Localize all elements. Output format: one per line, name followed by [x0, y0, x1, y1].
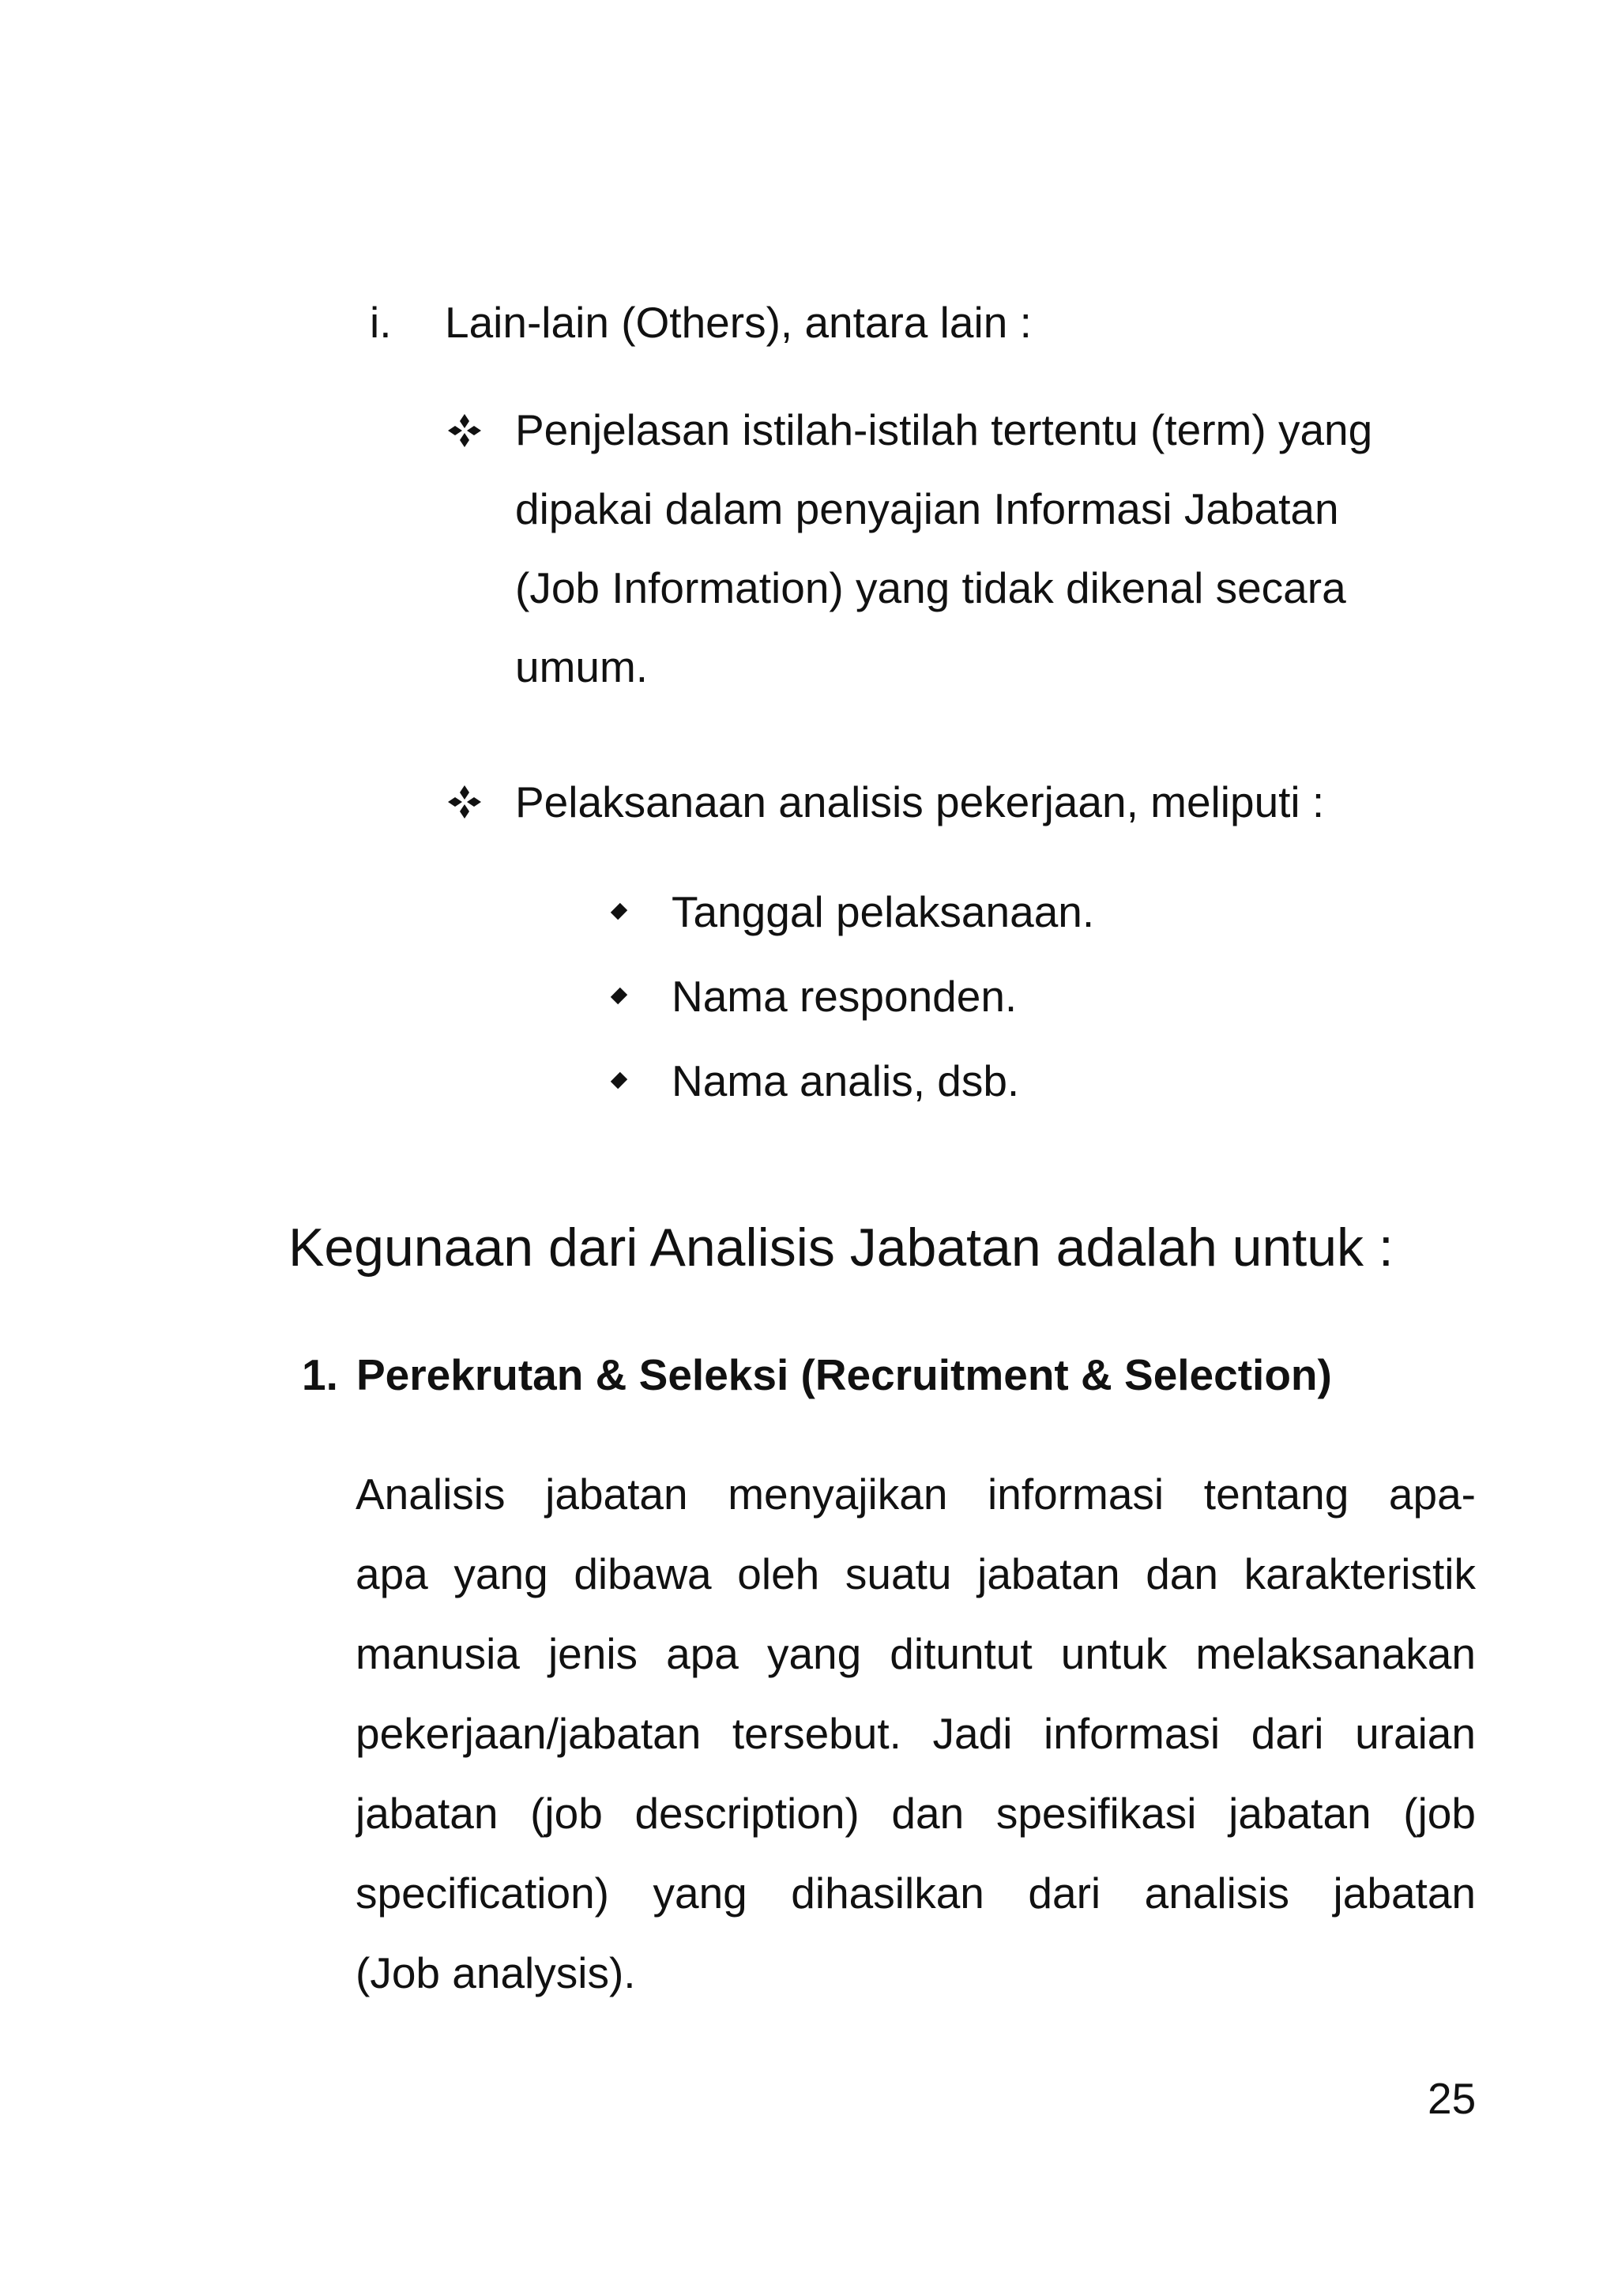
bullet-text-job-analysis-execution: Pelaksanaan analisis pekerjaan, meliputi : — [515, 777, 1325, 826]
heading-title: Perekrutan & Seleksi (Recruitment & Selection) — [356, 1350, 1332, 1399]
paragraph-line: jabatan (job description) dan spesifikasi jabatan (job — [356, 1789, 1476, 1838]
paragraph-line: apa yang dibawa oleh suatu jabatan dan karakteristik — [356, 1549, 1476, 1598]
paragraph-line: (Job analysis). — [356, 1948, 636, 1997]
bullet-line: Penjelasan istilah-istilah tertentu (term) yang — [515, 405, 1373, 454]
list-item-i-text: Lain-lain (Others), antara lain : — [445, 298, 1032, 347]
bullet-line: dipakai dalam penyajian Informasi Jabatan — [515, 484, 1339, 533]
diamond-bullet-icon — [611, 1072, 627, 1089]
sub-item-analyst: Nama analis, dsb. — [672, 1056, 1020, 1105]
list-marker-i: i. — [370, 298, 392, 347]
paragraph-line: pekerjaan/jabatan tersebut. Jadi informasi dari uraian — [356, 1709, 1476, 1758]
sub-item-date: Tanggal pelaksanaan. — [672, 887, 1095, 936]
diamond-bullet-icon — [611, 903, 627, 920]
paragraph-line: specification) yang dihasilkan dari analisis jabatan — [356, 1869, 1476, 1918]
bullet-text-term-explanation — [515, 390, 1511, 706]
paragraph-line: manusia jenis apa yang dituntut untuk melaksanakan — [356, 1629, 1476, 1678]
page-number: 25 — [1428, 2074, 1477, 2123]
paragraph-line: Analisis jabatan menyajikan informasi tentang apa- — [356, 1470, 1476, 1519]
bullet-line: (Job Information) yang tidak dikenal secara — [515, 563, 1346, 612]
numbered-heading — [302, 1335, 1332, 1414]
heading-number: 1. — [302, 1350, 338, 1399]
bullet-line: umum. — [515, 642, 649, 691]
sub-item-respondent: Nama responden. — [672, 972, 1018, 1021]
body-paragraph — [356, 1455, 1476, 2013]
four-diamond-bullet-icon — [446, 412, 483, 449]
section-heading: Kegunaan dari Analisis Jabatan adalah untuk : — [288, 1218, 1394, 1278]
diamond-bullet-icon — [611, 988, 627, 1004]
four-diamond-bullet-icon — [446, 784, 483, 820]
